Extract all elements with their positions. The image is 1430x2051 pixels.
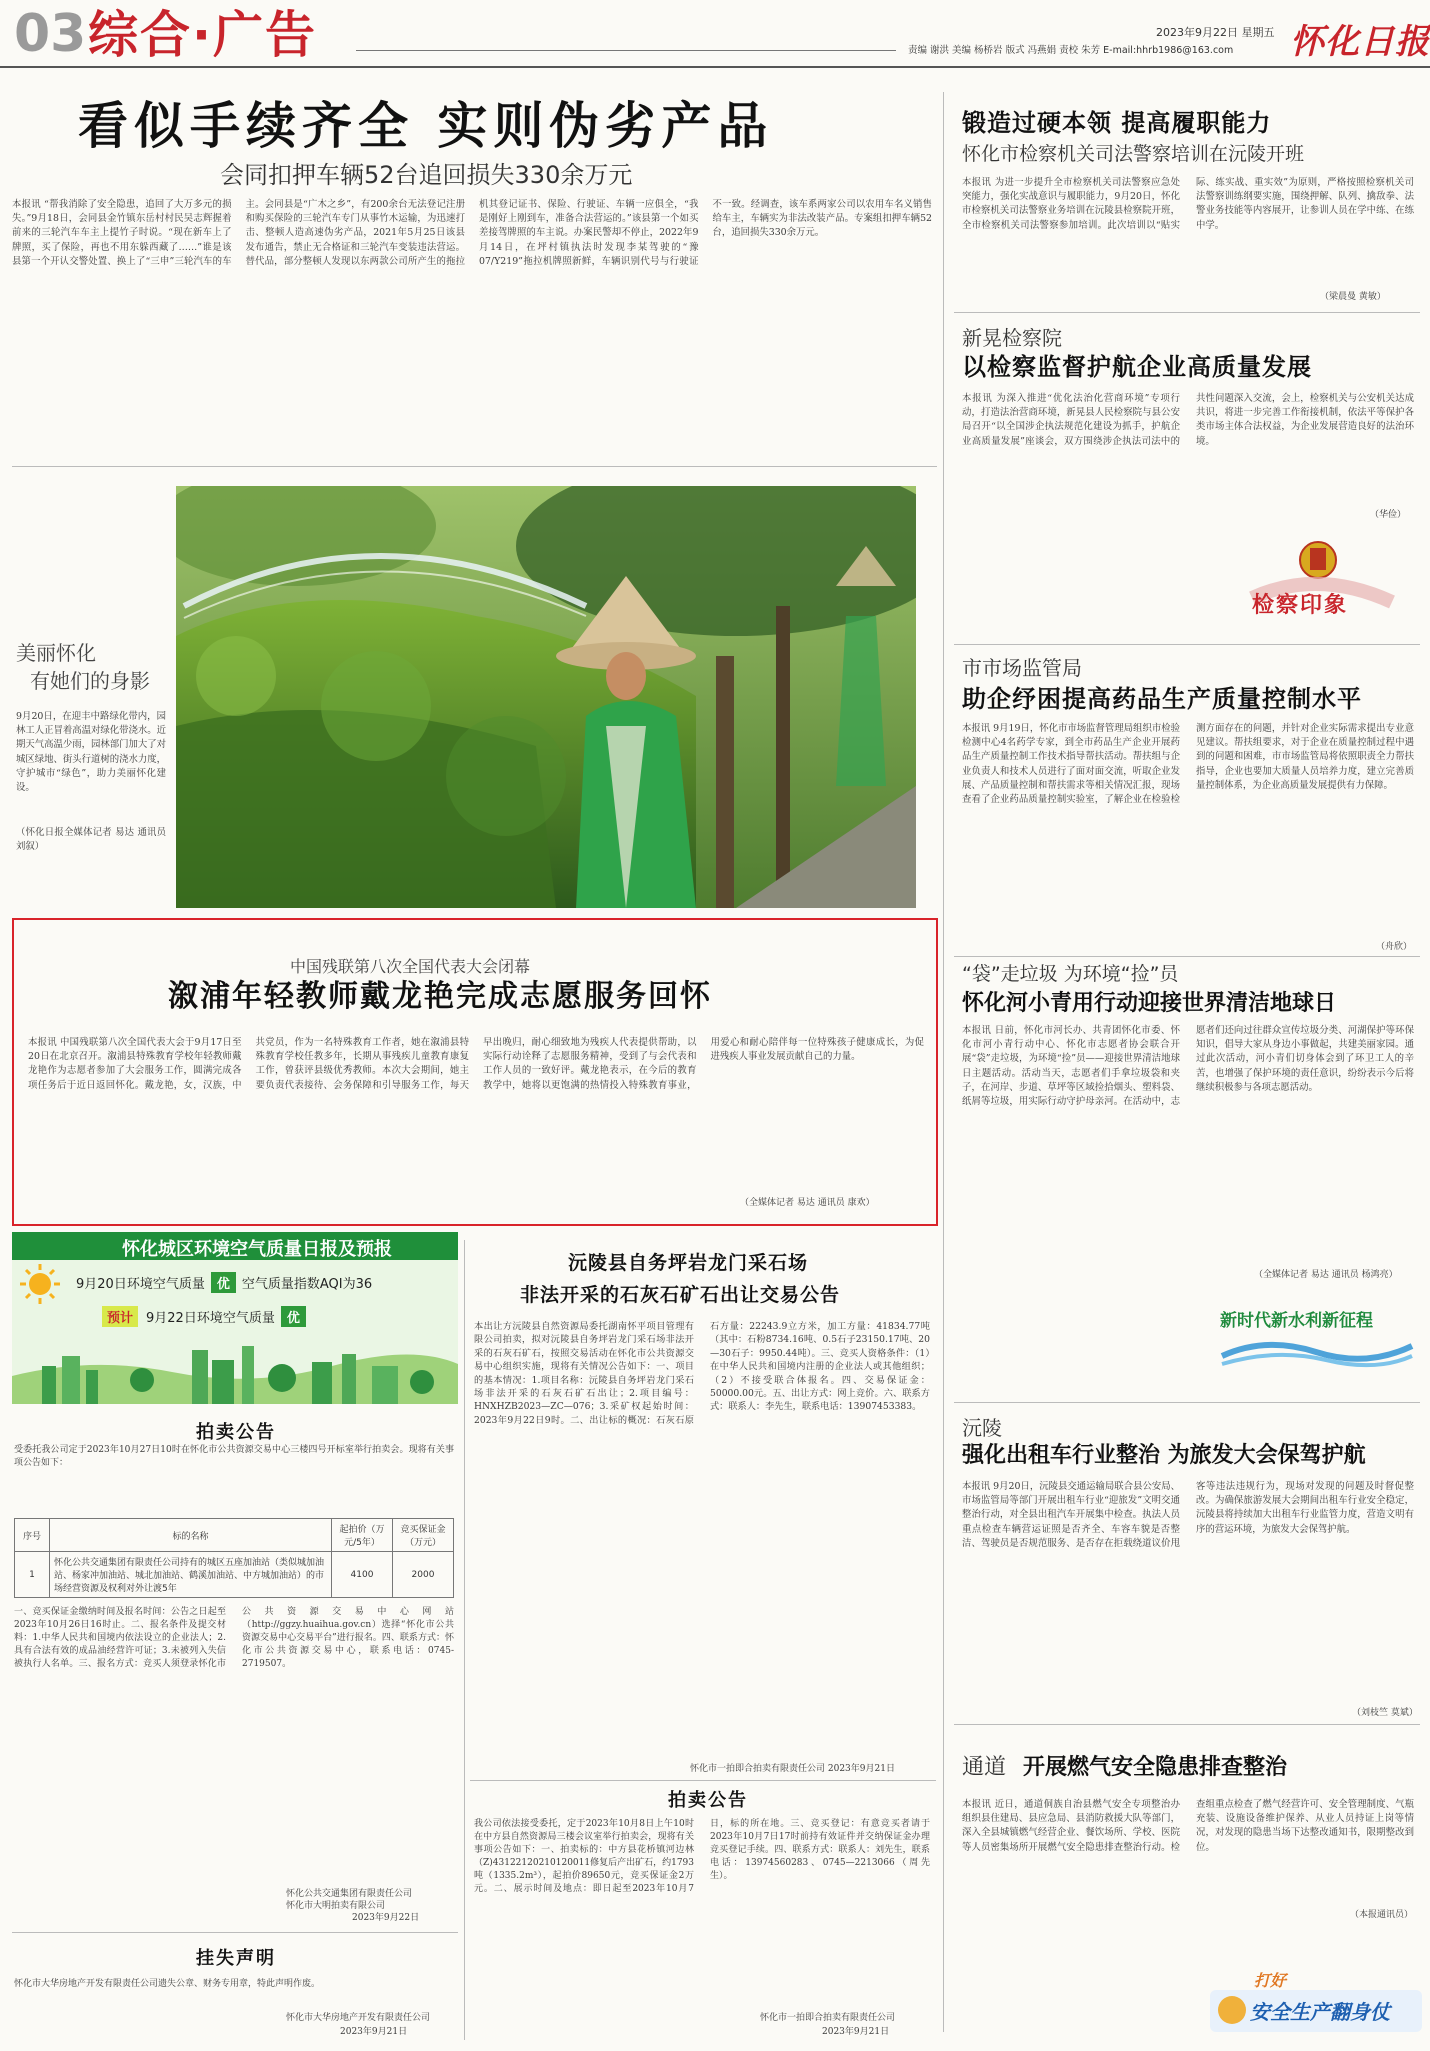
story-market-byline: （舟欣） [1376,942,1413,952]
lead-body: 本报讯 “帮我消除了安全隐患，追回了大万多元的损失。”9月18日，会同县金竹镇东岳村村民吴志辉握着前来的三轮汽车车主上提竹子时说。“现在新车上了牌照，买了保险，再也不用东躲西藏了……”谁是该县第一个开认交警处置、换上了“三申”三轮汽车的车主。会同县是“广木之乡”，有200余台无法登记注册和购买保险的三轮汽车专门从事竹木运输，为迅速打击、整顿人造高速伪劣产品，2021年5月25日该县发布通告，禁止无合格证和三轮汽车变装违法营运。替代品，部分整顿人发现以东两款公司所产生的拖拉机其登记证书、保险、行驶证、车辆一应俱全，“我是刚好上刚到车，准备合法营运的。”该县第一个如买差接驾牌照的车主说。办案民警却不停止，2022年9月14日，在坪村镇执法时发现李某驾驶的“豫07/Y219”拖拉机牌照新鲜，车辆识别代号与行驶证不一致。经调查，该车系两家公司以农用车名义销售给车主，车辆实为非法改装产品。专案组扣押车辆52台，追回损失330余万元。 [12,199,932,267]
table-cell: 4100 [332,1552,393,1598]
photo-caption: 9月20日，在迎丰中路绿化带内，园林工人正冒着高温对绿化带浇水。近期天气高温少雨，园林部门加大了对城区绿地、街头行道树的浇水力度，守护城市“绿色”，助力美丽怀化建设。 [16,711,166,794]
lead-subheadline: 会同扣押车辆52台追回损失330余万元 [220,161,633,189]
lost-notice-company: 怀化市大华房地产开发有限责任公司 [286,2013,431,2023]
logo-text: 检察印象 [1252,593,1349,618]
story-training-subheadline: 怀化市检察机关司法警察培训在沅陵开班 [962,143,1305,165]
divider [12,466,937,467]
header-line [356,50,896,51]
table-header-row [15,1519,454,1552]
lost-notice-title: 挂失声明 [196,1948,276,1969]
aqi-panel [12,1232,458,1404]
story-training-body: 本报讯 为进一步提升全市检察机关司法警察应急处突能力，强化实战意识与履职能力，9月20日，怀化市检察机关司法警察业务培训在沅陵县检察院开班，全市检察机关司法警察参加培训。此次培训以“贴实际、练实战、重实效”为原则，严格按照检察机关司法警察训练纲要实施，围绕押解、队列、擒敌拳、法警业务技能等内容展开，让参训人员在学中练、在练中学。 [962,177,1414,231]
lost-notice-date: 2023年9月21日 [340,2027,408,2037]
city-skyline-illustration [12,1336,458,1404]
aqi-forecast-label: 9月22日环境空气质量 [146,1311,275,1326]
photo-gardener-watering [176,486,916,908]
aqi-forecast-row [102,1306,312,1327]
aqi-today-index: 空气质量指数AQI为36 [241,1277,373,1292]
auction2-title: 拍卖公告 [668,1790,748,1811]
boxed-kicker: 中国残联第八次全国代表大会闭幕 [290,957,531,976]
quarry-notice-body: 本出让方沅陵县自然资源局委托湖南怀平项目管理有限公司拍卖，拟对沅陵县自务坪岩龙门采石场非法开采的石灰石矿石，按照交易活动在怀化市公共资源交易中心组织实施，现将有关情况公告如下：一、项目的基本情况：1.项目名称：沅陵县自务坪岩龙门采石场非法开采的石灰石矿石出让；2.项目编号：HNXHZB2023—ZC—076；3.采矿权起始时间：2023年9月22日9时。二、出让标的概况：石灰石原石方量：22243.9立方米，加工方量：41834.77吨（其中：石粉8734.16吨、0.5石子23150.17吨、20—30石子：9950.44吨）。三、竞买人资格条件：（1）在中华人民共和国境内注册的企业法人或其他组织；（2）不接受联合体报名。四、交易保证金：50000.00元。五、出让方式：网上竞价。六、联系方式：联系人：李先生，联系电话：13907453383。 [474,1321,930,1426]
divider [954,1402,1420,1403]
lost-notice-body: 怀化市大华房地产开发有限责任公司遗失公章、财务专用章，特此声明作废。 [14,1979,321,1989]
logo-text: 新时代新水利新征程 [1220,1311,1373,1331]
photo-title: 有她们的身影 [30,669,150,693]
table-header: 起拍价（万元/5年） [332,1519,393,1552]
header-divider [0,66,1430,68]
story-xinhuang-body: 本报讯 为深入推进“优化法治化营商环境”专项行动，打造法治营商环境，新晃县人民检察院与县公安局召开“以全国涉企执法规范化建设为抓手，护航企业高质量发展”座谈会，双方围绕涉企执法司法中的共性问题深入交流，会上，检察机关与公安机关达成共识，将进一步完善工作衔接机制，依法平等保护各类市场主体合法权益，为企业发展营造良好的法治环境。 [962,393,1414,447]
procuratorate-logo [1222,528,1414,628]
divider [954,956,1420,957]
column-divider [943,92,944,2032]
story-xinhuang-headline: 以检察监督护航企业高质量发展 [962,353,1312,381]
photo-kicker: 美丽怀化 [16,641,96,665]
table-header: 竞买保证金（万元） [393,1519,454,1552]
table-header: 标的名称 [50,1519,332,1552]
auction1-title: 拍卖公告 [196,1422,276,1443]
aqi-today-badge: 优 [211,1272,236,1293]
table-header: 序号 [15,1519,50,1552]
auction2-date: 2023年9月21日 [822,2027,890,2037]
column-divider [464,1240,465,2040]
story-river-kicker: “袋”走垃圾 为环境“捡”员 [962,963,1179,985]
auction2-body: 我公司依法接受委托，定于2023年10月8日上午10时在中方县自然资源局三楼会议室举行拍卖会，现将有关事项公告如下：一、拍卖标的：中方县花桥镇河边林（Z)43122120210120011修复后产出矿石，约1793吨（1335.2m³），起拍价89650元，竞买保证金2万元。二、展示时间及地点：即日起至2023年10月7日，标的所在地。三、竞买登记：有意竞买者请于2023年10月7日17时前持有效证件并交纳保证金办理竞买登记手续。四、联系方式：联系人：刘先生，联系电话：13974560283、0745—2213066（周先生）。 [474,1819,930,1894]
section-title: 综合·广告 [88,6,317,64]
staff-line: 责编 谢洪 美编 杨桥岩 版式 冯燕娟 责校 朱芳 E-mail:hhrb1986@163.com [908,45,1234,56]
logo-text: 安全生产翻身仗 [1250,2000,1390,2024]
sun-icon [18,1262,62,1310]
quarry-notice-title-line2: 非法开采的石灰石矿石出让交易公告 [520,1284,841,1306]
story-tongdao-kicker: 通道 [962,1755,1007,1780]
auction1-body: 一、竞买保证金缴纳时间及报名时间：公告之日起至2023年10月26日16时止。二、报名条件及提交材料：1.中华人民共和国境内依法设立的企业法人；2.具有合法有效的成品油经营许可证；3.未被列入失信被执行人名单。三、报名方式：竞买人须登录怀化市公共资源交易中心网站（http://ggzy.huaihua.gov.cn）选择“怀化市公共资源交易中心交易平台”进行报名。四、联系方式：怀化市公共资源交易中心，联系电话：0745-2719507。 [14,1607,454,1669]
water-conservancy-logo [1216,1296,1416,1370]
page-header [0,0,1430,68]
auction1-intro: 受委托我公司定于2023年10月27日10时在怀化市公共资源交易中心三楼四号开标室举行拍卖会。现将有关事项公告如下： [14,1445,454,1468]
auction2-footer-company: 怀化市一拍即合拍卖有限责任公司 [760,2013,896,2023]
auction1-date: 2023年9月22日 [352,1913,420,1923]
story-xinhuang-kicker: 新晃检察院 [962,326,1062,350]
story-yuanling-kicker: 沅陵 [962,1416,1002,1440]
safety-production-logo [1210,1966,1422,2036]
quarry-notice-date: 怀化市一拍即合拍卖有限责任公司 2023年9月21日 [690,1764,895,1774]
story-yuanling-byline: （刘枝竺 莫斌） [1352,1708,1418,1718]
aqi-forecast-tag: 预计 [102,1306,138,1327]
table-cell: 1 [15,1552,50,1598]
aqi-today-label: 9月20日环境空气质量 [76,1277,205,1292]
story-yuanling-body: 本报讯 9月20日，沅陵县交通运输局联合县公安局、市场监管局等部门开展出租车行业“迎旅发”文明交通整治行动，对全县出租汽车开展集中检查。执法人员重点检查车辆营运证照是否齐全、车容车貌是否整洁、驾驶员是否规范服务、是否存在拒载绕道议价甩客等违法违规行为，现场对发现的问题及时督促整改。为确保旅游发展大会期间出租车行业安全稳定，沅陵县将持续加大出租车行业监管力度，营造文明有序的营运环境，为旅发大会保驾护航。 [962,1481,1414,1549]
story-market-kicker: 市市场监管局 [962,656,1082,680]
auction1-table [14,1518,454,1598]
divider [12,1932,458,1933]
story-tongdao-byline: （本报通讯员） [1350,1910,1414,1920]
page-number: 03 [14,4,87,64]
story-tongdao-headline: 开展燃气安全隐患排查整治 [1023,1755,1288,1780]
story-tongdao-head [962,1754,1287,1782]
aqi-today-row [76,1272,372,1293]
aqi-forecast-badge: 优 [281,1306,306,1327]
story-market-body: 本报讯 9月19日，怀化市市场监督管理局组织市检验检测中心4名药学专家，到全市药品生产企业开展药品生产质量控制工作技术指导帮扶活动。帮扶组与企业负责人和技术人员进行了面对面交流，听取企业发展、产品质量控制和帮扶需求等相关情况汇报，现场查看了企业药品质量控制实验室，了解企业在检验检测方面存在的问题，并针对企业实际需求提出专业意见建议。帮扶组要求，对于企业在质量控制过程中遇到的问题和困难，市市场监管局将依照职责全力帮扶指导，企业也要加大质量人员培养力度，建立完善质量控制体系，为企业高质量发展提供有力保障。 [962,723,1414,806]
story-training-byline: （梁晨曼 黄敏） [1320,292,1386,302]
story-river-headline: 怀化河小青用行动迎接世界清洁地球日 [962,991,1337,1016]
table-row [15,1552,454,1598]
quarry-notice-title-line1: 沅陵县自务坪岩龙门采石场 [568,1252,809,1274]
divider [954,1724,1420,1725]
story-river-body: 本报讯 日前，怀化市河长办、共青团怀化市委、怀化市河小青行动中心、怀化市志愿者协会联合开展“袋”走垃圾，为环境“捡”员——迎接世界清洁地球日主题活动。活动当天，志愿者们手拿垃圾袋和夹子，在河岸、步道、草坪等区域捡拾烟头、塑料袋、纸屑等垃圾，用实际行动守护母亲河。在活动中，志愿者们还向过往群众宣传垃圾分类、河湖保护等环保知识，倡导大家从身边小事做起，共建美丽家园。通过此次活动，河小青们切身体会到了环卫工人的辛苦，也增强了保护环境的责任意识，纷纷表示今后将继续积极参与各项志愿活动。 [962,1025,1414,1108]
boxed-byline: （全媒体记者 易达 通讯员 康欢） [740,1198,875,1208]
boxed-body: 本报讯 中国残联第八次全国代表大会于9月17日至20日在北京召开。溆浦县特殊教育学校年轻教师戴龙艳作为志愿者参加了大会服务工作，圆满完成各项任务后于近日返回怀化。戴龙艳，女，汉族，中共党员，作为一名特殊教育工作者，她在溆浦县特殊教育学校任教多年，长期从事残疾儿童教育康复工作，曾获评县级优秀教师。本次大会期间，她主要负责代表接待、会务保障和引导服务工作，每天早出晚归，耐心细致地为残疾人代表提供帮助，以实际行动诠释了志愿服务精神，受到了与会代表和工作人员的一致好评。戴龙艳表示，在今后的教育教学中，她将以更饱满的热情投入特殊教育事业，用爱心和耐心陪伴每一位特殊孩子健康成长，为促进残疾人事业发展贡献自己的力量。 [28,1037,924,1091]
story-river-byline: （全媒体记者 易达 通讯员 杨鸿亮） [1254,1270,1398,1280]
divider [470,1780,936,1781]
logo-kicker: 打好 [1254,1971,1287,1990]
divider [954,644,1420,645]
story-xinhuang-byline: （华俭） [1370,510,1407,520]
masthead-logo: 怀化日报 [1290,22,1430,62]
auction1-footer-company: 怀化公共交通集团有限责任公司 [286,1889,413,1899]
table-cell: 怀化公共交通集团有限责任公司持有的城区五座加油站（类似城加油站、杨家冲加油站、城北加油站、鹤溪加油站、中方城加油站）的市场经营资源及权利对外让渡5年 [50,1552,332,1598]
date-line: 2023年9月22日 星期五 [1156,26,1275,39]
story-market-headline: 助企纾困提高药品生产质量控制水平 [962,685,1362,713]
aqi-title: 怀化城区环境空气质量日报及预报 [122,1239,392,1260]
story-yuanling-headline: 强化出租车行业整治 为旅发大会保驾护航 [962,1443,1366,1468]
table-cell: 2000 [393,1552,454,1598]
divider [954,312,1420,313]
story-tongdao-body: 本报讯 近日，通道侗族自治县燃气安全专项整治办组织县住建局、县应急局、县消防救援大队等部门，深入全县城镇燃气经营企业、餐饮场所、学校、医院等人员密集场所开展燃气安全隐患排查整治行动。检查组重点检查了燃气经营许可、安全管理制度、气瓶充装、设施设备维护保养、从业人员持证上岗等情况，对发现的隐患当场下达整改通知书，限期整改到位。 [962,1799,1414,1853]
lead-headline: 看似手续齐全 实则伪劣产品 [78,97,774,155]
boxed-headline: 溆浦年轻教师戴龙艳完成志愿服务回怀 [168,979,712,1014]
auction1-footer-auctioneer: 怀化市大明拍卖有限公司 [286,1901,386,1911]
story-training-headline: 锻造过硬本领 提高履职能力 [962,109,1272,137]
photo-byline: （怀化日报全媒体记者 易达 通讯员 刘叙） [16,827,166,853]
